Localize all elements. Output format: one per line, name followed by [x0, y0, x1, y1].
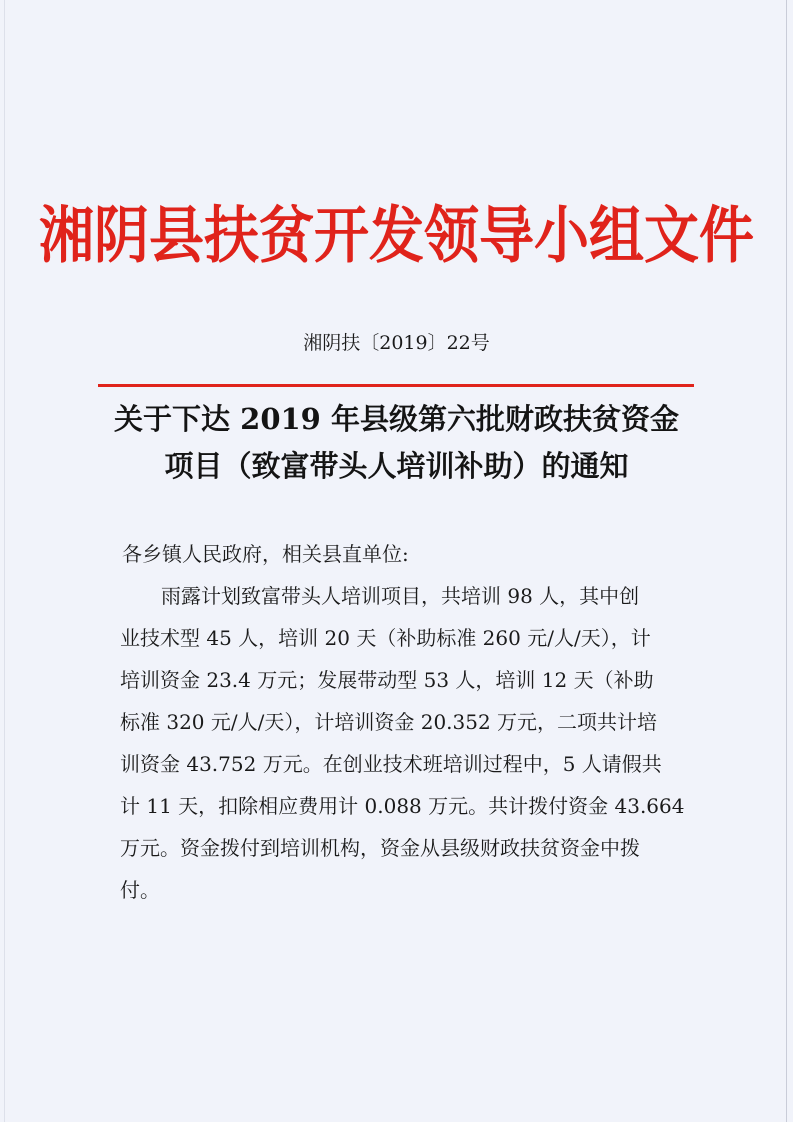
body-line-7: 万元。资金拨付到培训机构，资金从县级财政扶贫资金中拨: [120, 836, 640, 860]
red-divider-line: [98, 384, 694, 387]
body-line-5: 训资金 43.752 万元。在创业技术班培训过程中，5 人请假共: [120, 752, 662, 776]
body-line-4: 标准 320 元/人/天），计培训资金 20.352 万元，二项共计培: [120, 710, 658, 734]
notice-title-line-2: 项目（致富带头人培训补助）的通知: [164, 449, 629, 483]
body-line-6: 计 11 天，扣除相应费用计 0.088 万元。共计拨付资金 43.664: [120, 794, 685, 818]
page-edge-left: [4, 0, 5, 1122]
masthead-title: 湘阴县扶贫开发领导小组文件: [38, 198, 754, 272]
body-line-3: 培训资金 23.4 万元；发展带动型 53 人，培训 12 天（补助: [120, 668, 654, 692]
page-edge-right: [786, 0, 787, 1122]
body-line-1: 雨露计划致富带头人培训项目，共培训 98 人，其中创: [161, 584, 640, 608]
body-line-8: 付。: [120, 878, 160, 902]
document-number: 湘阴扶〔2019〕22号: [303, 332, 490, 354]
notice-title-line-1: 关于下达 2019 年县级第六批财政扶贫资金: [114, 402, 679, 436]
salutation: 各乡镇人民政府，相关县直单位:: [122, 542, 409, 566]
body-line-2: 业技术型 45 人，培训 20 天（补助标准 260 元/人/天），计: [120, 626, 651, 650]
